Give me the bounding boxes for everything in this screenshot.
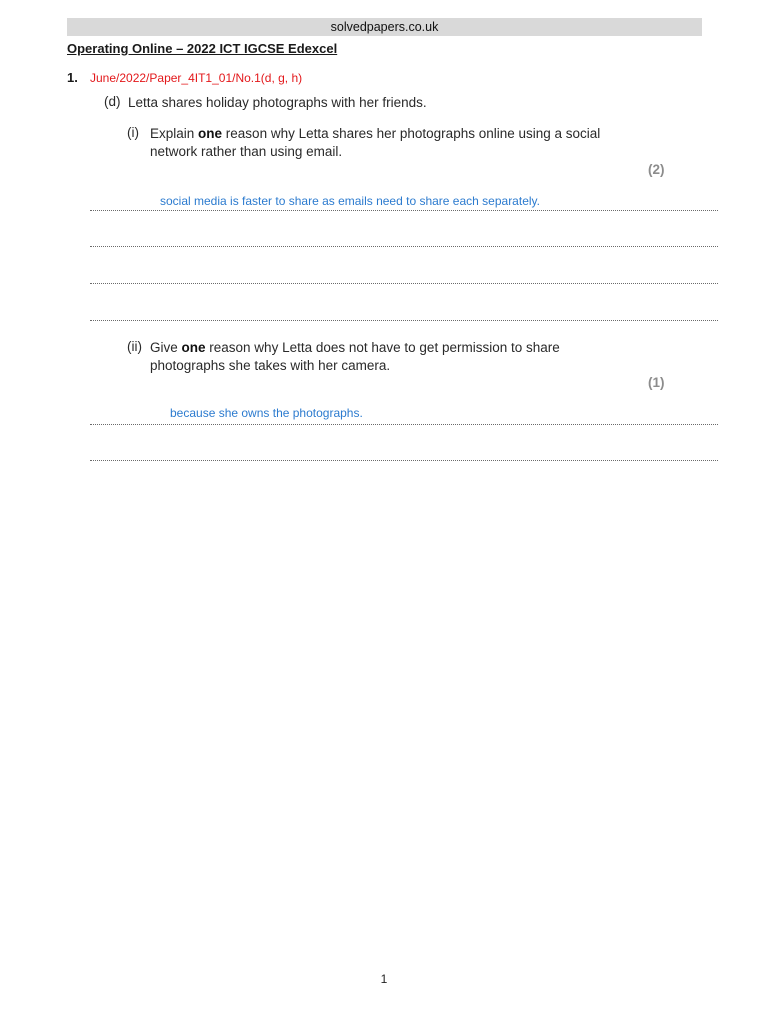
sub-i-answer: social media is faster to share as emails need to share each separately.	[160, 194, 540, 208]
answer-line	[90, 320, 718, 321]
sub-ii-label: (ii)	[127, 339, 142, 354]
sub-ii-question: Give one reason why Letta does not have to get permission to share photographs she takes with her camera.	[150, 340, 560, 373]
answer-line	[90, 283, 718, 284]
part-d-label: (d)	[104, 94, 121, 109]
sub-i-label: (i)	[127, 125, 139, 140]
answer-line	[90, 246, 718, 247]
part-d-text: Letta shares holiday photographs with her friends.	[128, 95, 427, 110]
question-reference: June/2022/Paper_4IT1_01/No.1(d, g, h)	[90, 71, 303, 85]
site-banner: solvedpapers.co.uk	[67, 18, 702, 36]
question-number: 1.	[67, 70, 78, 85]
answer-line	[90, 210, 718, 211]
sub-i-marks: (2)	[648, 162, 665, 177]
document-title: Operating Online – 2022 ICT IGCSE Edexcel	[67, 41, 338, 56]
page-number: 1	[380, 972, 388, 986]
sub-ii-answer: because she owns the photographs.	[170, 406, 363, 420]
sub-ii-marks: (1)	[648, 375, 665, 390]
sub-i-question: Explain one reason why Letta shares her photographs online using a social network rather than using email.	[150, 126, 601, 159]
answer-line	[90, 460, 718, 461]
answer-line	[90, 424, 718, 425]
